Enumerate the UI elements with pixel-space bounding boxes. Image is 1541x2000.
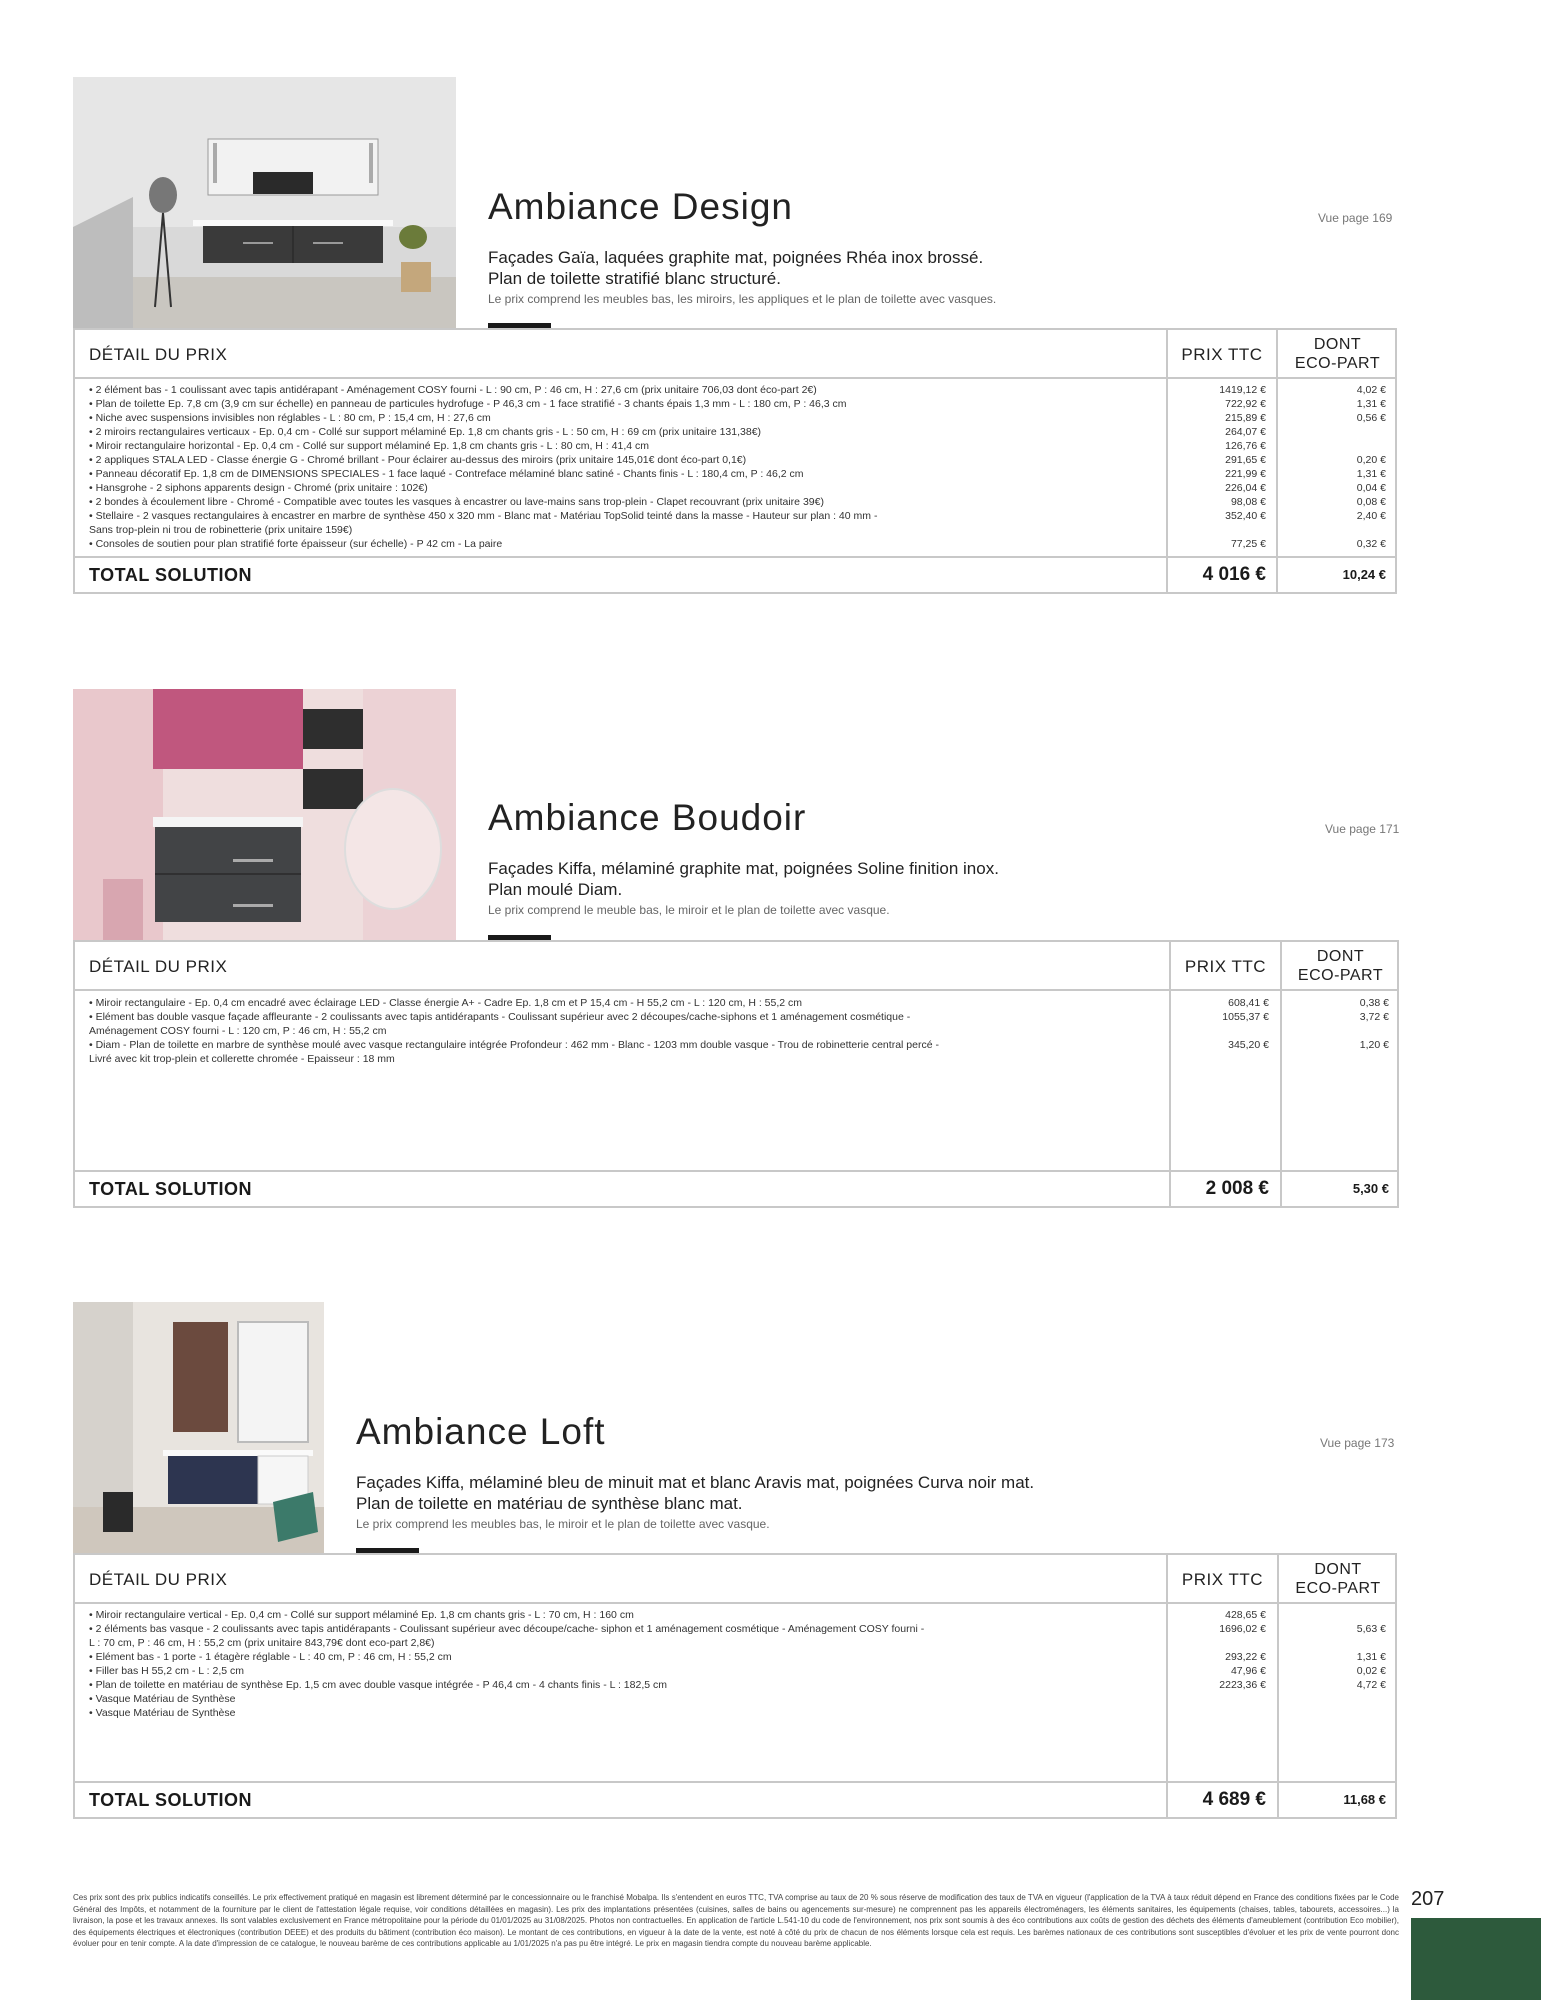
table-row xyxy=(75,523,1395,537)
row-description: • Panneau décoratif Ep. 1,8 cm de DIMENSIONS SPECIALES - 1 face laqué - Contreface mélaminé blanc satiné - Chants finis - L : 180,4 cm, P : 46,2 cm xyxy=(89,468,804,480)
header-prix-ttc: PRIX TTC xyxy=(1181,1570,1264,1589)
header-eco-part xyxy=(1278,335,1397,373)
row-description: • Miroir rectangulaire horizontal - Ep. 0,4 cm - Collé sur support mélaminé Ep. 1,8 cm chants gris - L : 80 cm, H : 41,4 cm xyxy=(89,440,649,452)
row-price: 126,76 € xyxy=(1225,440,1266,452)
row-eco-part: 1,31 € xyxy=(1356,1651,1386,1663)
header-eco-line: ECO-PART xyxy=(1297,967,1384,984)
price-table xyxy=(73,328,1397,594)
row-price: 47,96 € xyxy=(1230,1665,1266,1677)
row-price: 352,40 € xyxy=(1225,510,1266,522)
section-description xyxy=(356,1472,1034,1514)
row-price: 1419,12 € xyxy=(1219,384,1266,396)
total-solution-row xyxy=(75,556,1395,592)
row-eco-part: 3,72 € xyxy=(1359,1011,1389,1023)
row-eco-part: 0,08 € xyxy=(1356,496,1386,508)
ambiance-loft-photo xyxy=(73,1302,324,1553)
price-table xyxy=(73,940,1399,1208)
table-row xyxy=(75,481,1395,495)
table-row xyxy=(75,1608,1395,1622)
row-description: • Filler bas H 55,2 cm - L : 2,5 cm xyxy=(89,1665,244,1677)
price-table-header xyxy=(75,330,1395,379)
table-row xyxy=(75,1636,1395,1650)
total-eco-part: 10,24 € xyxy=(1342,567,1386,582)
section-description xyxy=(488,247,983,289)
row-description: • Elément bas - 1 porte - 1 étagère réglable - L : 40 cm, P : 46 cm, H : 55,2 cm xyxy=(89,1651,452,1663)
description-line: Plan de toilette stratifié blanc structuré. xyxy=(488,269,781,288)
row-eco-part: 0,32 € xyxy=(1356,538,1386,550)
row-price: 77,25 € xyxy=(1230,538,1266,550)
total-price: 4 016 € xyxy=(1202,564,1266,585)
ambiance-design-photo xyxy=(73,77,456,328)
row-description: • Consoles de soutien pour plan stratifié forte épaisseur (sur échelle) - P 42 cm - La paire xyxy=(89,538,503,550)
row-price: 226,04 € xyxy=(1225,482,1266,494)
header-detail: DÉTAIL DU PRIX xyxy=(89,345,228,364)
row-eco-part: 4,72 € xyxy=(1356,1679,1386,1691)
page-number: 207 xyxy=(1411,1888,1445,1910)
price-rows xyxy=(75,383,1395,551)
row-price: 345,20 € xyxy=(1228,1039,1269,1051)
row-eco-part: 1,20 € xyxy=(1359,1039,1389,1051)
row-description: • Diam - Plan de toilette en marbre de synthèse moulé avec vasque rectangulaire intégrée Profondeur : 462 mm - Blanc - 1203 mm double vasque - Trou de robinetterie central percé - xyxy=(89,1039,939,1051)
table-row xyxy=(75,439,1395,453)
table-row xyxy=(75,383,1395,397)
header-eco-line: ECO-PART xyxy=(1295,1580,1381,1597)
table-row xyxy=(75,1010,1397,1024)
table-row xyxy=(75,453,1395,467)
row-eco-part: 0,20 € xyxy=(1356,454,1386,466)
row-description: Sans trop-plein ni trou de robinetterie (prix unitaire 159€) xyxy=(89,524,353,536)
legal-disclaimer: Ces prix sont des prix publics indicatifs conseillés. Le prix effectivement pratiqué en magasin est librement déterminé par le concessionnaire ou le franchisé Mobalpa. Ils s'entendent en euros TTC, TVA comprise au taux de 20 % sous réserve de modification des taux de TVA en vigueur (l'application de la TVA à taux réduit dépend en France des conditions fixées par le Code Général des Impôts, et notamment de la fourniture par le client de l'attestation légale requise, voir conditions détaillées en magasin). Les prix des implantations présentées (cuisines, salles de bains ou agencements sur-mesure) ne comprennent pas les appareils électroménagers, les éléments sanitaires, les équipements (chaises, tables, tabourets, accessoires...) la livraison, la pose et les travaux annexes. Ils sont valables exclusivement en France métropolitaine pour la période du 01/01/2025 au 31/08/2025. Photos non contractuelles. En application de l'article L.541-10 du code de l'environnement, nos prix sont soumis à des éco contributions aux coûts de gestion des déchets des éléments d'ameublement (contribution Eco mobilier), des équipements électriques et électroniques (contribution DEEE) et des produits du bâtiment (contribution éco maison). Le montant de ces contributions, en vigueur à la date de la vente, est noté à côté du prix de chacun de nos éléments lorsque cela est requis. Les barèmes nationaux de ces contributions sont susceptibles d'évoluer et les prix de vente pourront donc évoluer pour en tenir compte. A la date d'impression de ce catalogue, le nouveau barème de ces contributions applicable au 1/01/2025 n'a pas pu être intégré. Le prix en magasin tiendra compte du nouveau barème applicable. xyxy=(73,1893,1399,1948)
row-price: 428,65 € xyxy=(1225,1609,1266,1621)
row-price: 215,89 € xyxy=(1225,412,1266,424)
price-table xyxy=(73,1553,1397,1819)
total-label: TOTAL SOLUTION xyxy=(89,1790,252,1810)
total-solution-row xyxy=(75,1170,1397,1206)
header-prix-ttc: PRIX TTC xyxy=(1181,345,1263,364)
row-description: • 2 bondes à écoulement libre - Chromé - Compatible avec toutes les vasques à encastrer ou lave-mains sans trop-plein - Clapet recouvrant (prix unitaire 39€) xyxy=(89,496,824,508)
row-description: • 2 miroirs rectangulaires verticaux - Ep. 0,4 cm - Collé sur support mélaminé Ep. 1,8 cm chants gris - L : 50 cm, H : 69 cm (prix unitaire 131,38€) xyxy=(89,426,762,438)
row-price: 1696,02 € xyxy=(1219,1623,1266,1635)
row-price: 608,41 € xyxy=(1228,997,1269,1009)
price-rows xyxy=(75,1608,1395,1720)
vue-page-reference: Vue page 169 xyxy=(1318,211,1393,225)
total-price: 2 008 € xyxy=(1205,1178,1269,1199)
table-row xyxy=(75,1038,1397,1052)
price-includes-note: Le prix comprend le meuble bas, le miroir et le plan de toilette avec vasque. xyxy=(488,903,890,917)
price-table-header xyxy=(75,942,1397,991)
row-eco-part: 2,40 € xyxy=(1356,510,1386,522)
row-price: 2223,36 € xyxy=(1219,1679,1266,1691)
row-eco-part: 0,04 € xyxy=(1356,482,1386,494)
header-detail: DÉTAIL DU PRIX xyxy=(89,957,228,976)
row-description: Livré avec kit trop-plein et collerette chromée - Epaisseur : 18 mm xyxy=(89,1053,395,1065)
table-row xyxy=(75,509,1395,523)
row-price: 221,99 € xyxy=(1225,468,1266,480)
vue-page-reference: Vue page 171 xyxy=(1325,822,1400,836)
table-row xyxy=(75,1692,1395,1706)
table-row xyxy=(75,1678,1395,1692)
row-description: • Vasque Matériau de Synthèse xyxy=(89,1707,236,1719)
header-prix-ttc: PRIX TTC xyxy=(1184,957,1267,976)
header-detail: DÉTAIL DU PRIX xyxy=(89,1570,228,1589)
price-includes-note: Le prix comprend les meubles bas, les miroirs, les appliques et le plan de toilette avec vasques. xyxy=(488,292,997,306)
row-price: 264,07 € xyxy=(1225,426,1266,438)
row-eco-part: 1,31 € xyxy=(1356,398,1386,410)
row-description: • Stellaire - 2 vasques rectangulaires à encastrer en marbre de synthèse 450 x 320 mm - Blanc mat - Matériau TopSolid teinté dans la masse - Hauteur sur plan : 40 mm - xyxy=(89,510,878,522)
row-price: 291,65 € xyxy=(1225,454,1266,466)
row-description: • Niche avec suspensions invisibles non réglables - L : 80 cm, P : 15,4 cm, H : 27,6 cm xyxy=(89,412,491,424)
row-eco-part: 4,02 € xyxy=(1356,384,1386,396)
table-row xyxy=(75,495,1395,509)
description-line: Plan de toilette en matériau de synthèse blanc mat. xyxy=(356,1494,743,1513)
description-line: Façades Kiffa, mélaminé bleu de minuit mat et blanc Aravis mat, poignées Curva noir mat. xyxy=(356,1473,1035,1492)
total-eco-part: 5,30 € xyxy=(1352,1181,1389,1196)
table-row xyxy=(75,1052,1397,1066)
total-label: TOTAL SOLUTION xyxy=(89,1179,252,1199)
row-description: Aménagement COSY fourni - L : 120 cm, P : 46 cm, H : 55,2 cm xyxy=(89,1025,387,1037)
row-eco-part: 1,31 € xyxy=(1356,468,1386,480)
row-description: L : 70 cm, P : 46 cm, H : 55,2 cm (prix unitaire 843,79€ dont eco-part 2,8€) xyxy=(89,1637,435,1649)
description-line: Façades Kiffa, mélaminé graphite mat, poignées Soline finition inox. xyxy=(488,859,999,878)
table-row xyxy=(75,467,1395,481)
section-description xyxy=(488,858,999,900)
header-eco-line: DONT xyxy=(1313,336,1362,353)
header-eco-part xyxy=(1282,947,1399,985)
row-price: 1055,37 € xyxy=(1222,1011,1269,1023)
description-line: Façades Gaïa, laquées graphite mat, poignées Rhéa inox brossé. xyxy=(488,248,984,267)
row-description: • 2 élément bas - 1 coulissant avec tapis antidérapant - Aménagement COSY fourni - L : 90 cm, P : 46 cm, H : 27,6 cm (prix unitaire 706,03 dont éco-part 2€) xyxy=(89,384,817,396)
price-rows xyxy=(75,996,1397,1066)
row-description: • 2 appliques STALA LED - Classe énergie G - Chromé brillant - Pour éclairer au-dessus des miroirs (prix unitaire 145,01€ dont éco-part 0,1€) xyxy=(89,454,747,466)
total-label: TOTAL SOLUTION xyxy=(89,565,252,585)
row-eco-part: 0,02 € xyxy=(1356,1665,1386,1677)
section-title: Ambiance Boudoir xyxy=(488,797,807,838)
row-description: • Elément bas double vasque façade affleurante - 2 coulissants avec tapis antidérapants - Coulissant supérieur avec 2 découpes/cache-siphons et 1 aménagement cosmétique - xyxy=(89,1011,911,1023)
table-row xyxy=(75,1650,1395,1664)
price-table-header xyxy=(75,1555,1395,1604)
header-eco-line: ECO-PART xyxy=(1294,355,1381,372)
table-row xyxy=(75,996,1397,1010)
total-eco-part: 11,68 € xyxy=(1343,1792,1386,1807)
row-eco-part: 0,38 € xyxy=(1359,997,1389,1009)
description-line: Plan moulé Diam. xyxy=(488,880,623,899)
table-row xyxy=(75,397,1395,411)
section-color-tab xyxy=(1411,1918,1541,2000)
row-price: 722,92 € xyxy=(1225,398,1266,410)
table-row xyxy=(75,1664,1395,1678)
row-price: 293,22 € xyxy=(1225,1651,1266,1663)
table-row xyxy=(75,537,1395,551)
row-eco-part: 5,63 € xyxy=(1356,1623,1386,1635)
total-solution-row xyxy=(75,1781,1395,1817)
header-eco-part xyxy=(1279,1560,1397,1598)
table-row xyxy=(75,1622,1395,1636)
row-eco-part: 0,56 € xyxy=(1356,412,1386,424)
row-description: • Plan de toilette en matériau de synthèse Ep. 1,5 cm avec double vasque intégrée - P 46,4 cm - 4 chants finis - L : 182,5 cm xyxy=(89,1679,667,1691)
vue-page-reference: Vue page 173 xyxy=(1320,1436,1395,1450)
row-description: • Miroir rectangulaire - Ep. 0,4 cm encadré avec éclairage LED - Classe énergie A+ - Cadre Ep. 1,8 cm et P 15,4 cm - H 55,2 cm - L : 120 cm, H : 55,2 cm xyxy=(89,997,803,1009)
table-row xyxy=(75,425,1395,439)
header-eco-line: DONT xyxy=(1314,1561,1362,1578)
table-row xyxy=(75,1706,1395,1720)
total-price: 4 689 € xyxy=(1202,1789,1266,1810)
row-description: • Plan de toilette Ep. 7,8 cm (3,9 cm sur échelle) en panneau de particules hydrofuge - P 46,3 cm - 1 face stratifié - 3 chants épais 1,3 mm - L : 180 cm, P : 46,3 cm xyxy=(89,398,847,410)
row-description: • Hansgrohe - 2 siphons apparents design - Chromé (prix unitaire : 102€) xyxy=(89,482,428,494)
section-title: Ambiance Design xyxy=(488,186,793,227)
price-includes-note: Le prix comprend les meubles bas, le miroir et le plan de toilette avec vasque. xyxy=(356,1517,770,1531)
table-row xyxy=(75,1024,1397,1038)
header-eco-line: DONT xyxy=(1316,948,1365,965)
table-row xyxy=(75,411,1395,425)
row-description: • Miroir rectangulaire vertical - Ep. 0,4 cm - Collé sur support mélaminé Ep. 1,8 cm chants gris - L : 70 cm, H : 160 cm xyxy=(89,1609,634,1621)
row-description: • Vasque Matériau de Synthèse xyxy=(89,1693,236,1705)
row-description: • 2 éléments bas vasque - 2 coulissants avec tapis antidérapants - Coulissant supérieur avec découpe/cache- siphon et 1 aménagement cosmétique - Aménagement COSY fourni - xyxy=(89,1623,925,1635)
row-price: 98,08 € xyxy=(1230,496,1266,508)
ambiance-boudoir-photo xyxy=(73,689,456,940)
section-title: Ambiance Loft xyxy=(356,1411,606,1452)
